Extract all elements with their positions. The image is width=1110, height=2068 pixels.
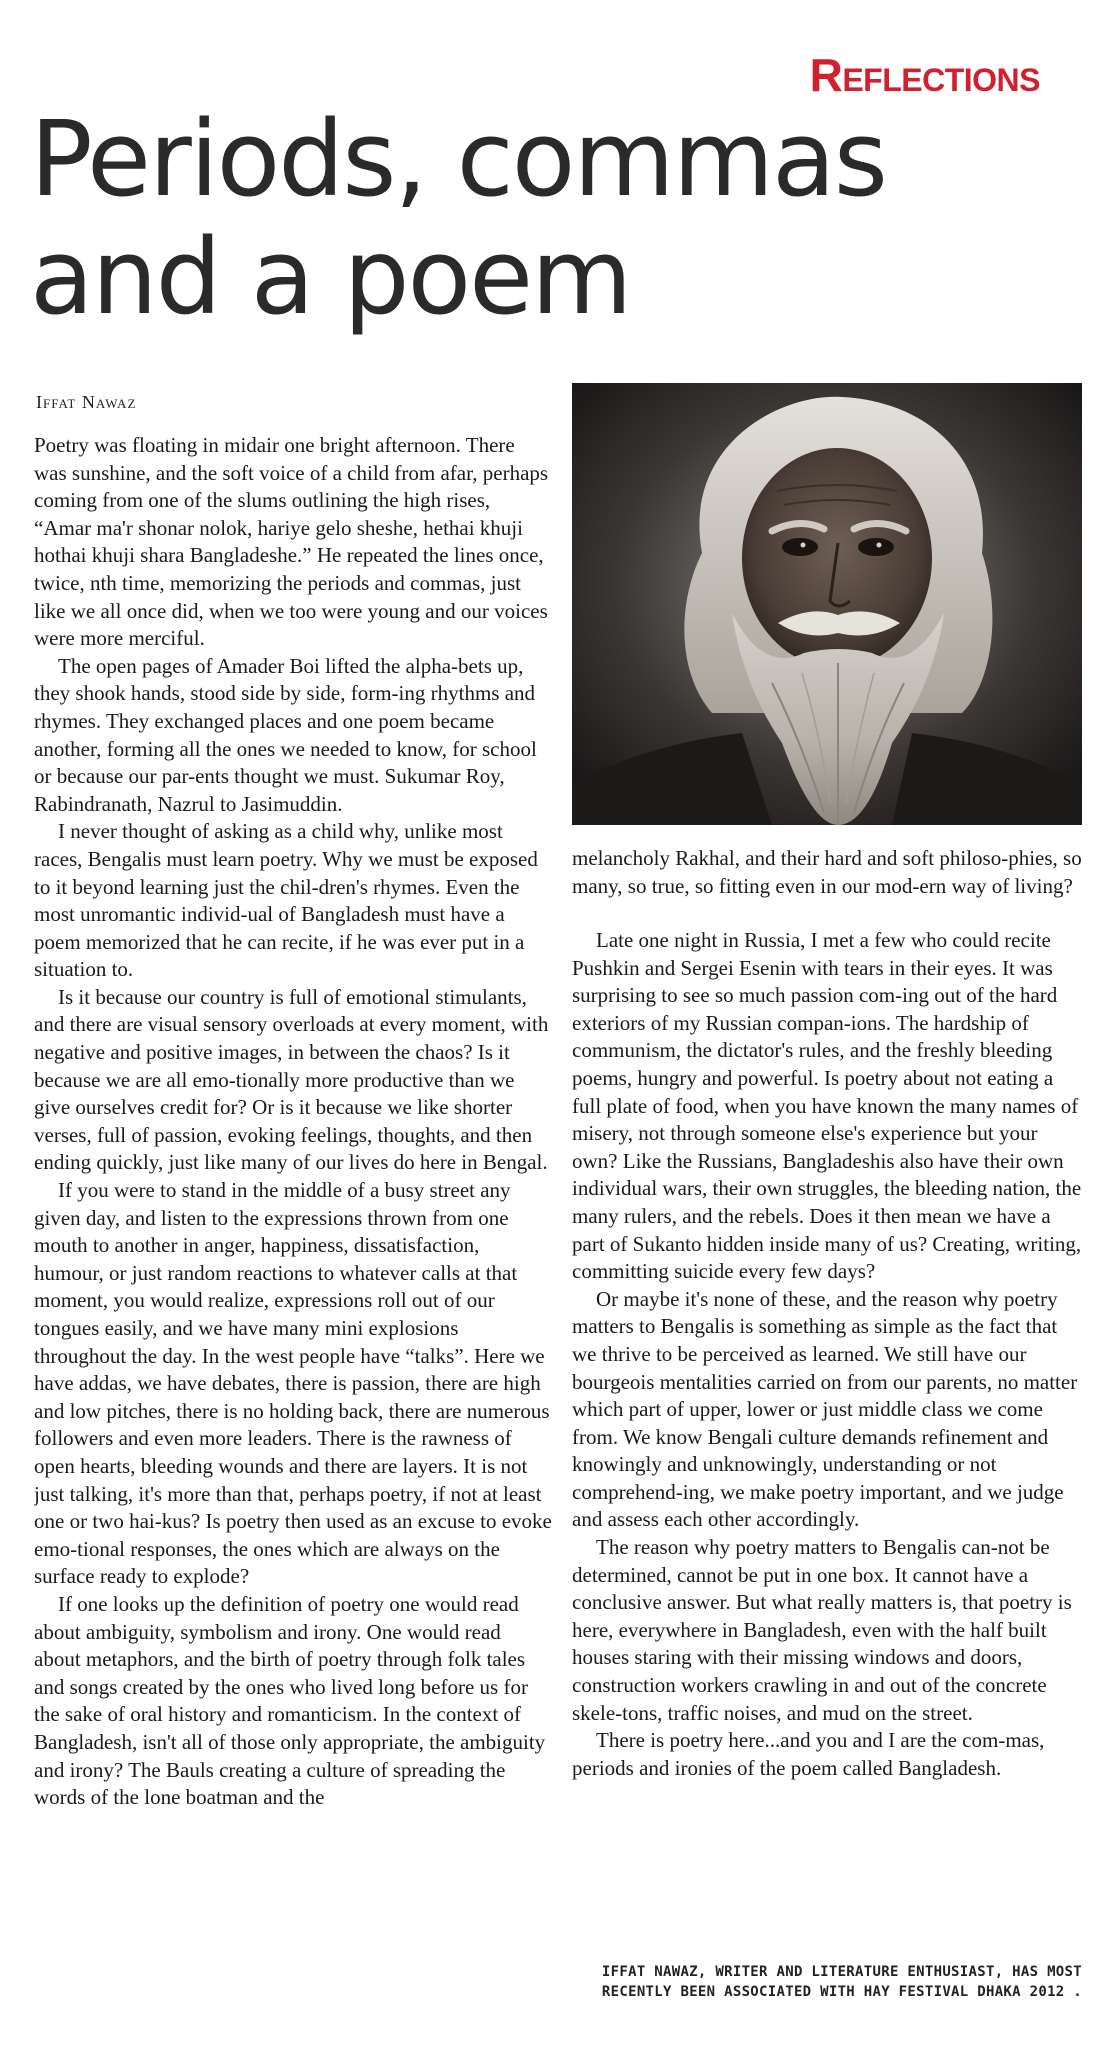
article-column-right <box>572 927 1084 1912</box>
paragraph: If one looks up the definition of poetry one would read about ambiguity, symbolism and irony. One would read about metaphors, and the birth of poetry through folk tales and songs created by the ones who lived long before us for the sake of oral history and romanticism. In the context of Bangladesh, isn't all of those only appropriate, the ambiguity and irony? The Bauls creating a culture of spreading the words of the lone boatman and the <box>34 1591 546 1810</box>
paragraph: Is it because our country is full of emotional stimulants, and there are visual sensory overloads at every moment, with negative and positive images, in between the chaos? Is it because we are all emo-tionally more productive than we give ourselves credit for? Or is it because we like shorter verses, full of passion, evoking feelings, thoughts, and then ending quickly, just like many of our lives do here in Bengal. <box>34 984 549 1175</box>
paragraph: The open pages of Amader Boi lifted the alpha-bets up, they shook hands, stood side by side, form-ing rhythms and rhymes. They exchanged places and one poem became another, forming all the ones we needed to know, for school or because our par-ents thought we must. Sukumar Roy, Rabindranath, Nazrul to Jasimuddin. <box>34 653 537 816</box>
paragraph: If you were to stand in the middle of a busy street any given day, and listen to the expressions thrown from one mouth to another in anger, happiness, dissatisfaction, humour, or just random reactions to whatever calls at that moment, you would realize, expressions roll out of our tongues easily, and we have many mini explosions throughout the day. In the west people have “talks”. Here we have addas, we have debates, there is passion, there are high and low pitches, there is no holding back, there are numerous followers and even more leaders. There is the rawness of open hearts, bleeding wounds and there are layers. It is not just talking, it's more than that, perhaps poetry, if not at least one or two hai-kus? Is poetry then used as an excuse to evoke emo-tional responses, the ones which are always on the surface ready to explode? <box>34 1178 552 1589</box>
paragraph: Or maybe it's none of these, and the reason why poetry matters to Bengalis is something as simple as the fact that we thrive to be perceived as learned. We still have our bourgeois mentalities carried on from our parents, no matter which part of upper, lower or just middle class we come from. We know Bengali culture demands refinement and knowingly and unknowingly, understanding or not comprehend-ing, we make poetry important, and we judge and assess each other accordingly. <box>572 1286 1078 1532</box>
paragraph: Late one night in Russia, I met a few who could recite Pushkin and Sergei Esenin with tears in their eyes. It was surprising to see so much passion com-ing out of the hard exteriors of my Russian compan-ions. The hardship of communism, the dictator's rules, and the freshly bleeding poems, hungry and powerful. Is poetry about not eating a full plate of food, when you have known the many names of misery, not through someone else's experience but your own? Like the Russians, Bangladeshis also have their own individual wars, their own struggles, the bleeding nation, the many rulers, and the rebels. Does it then mean we have a part of Sukanto hidden inside many of us? Creating, writing, committing suicide every few days? <box>572 928 1082 1284</box>
paragraph: melancholy Rakhal, and their hard and soft philoso-phies, so many, so true, so fitting even in our mod-ern way of living? <box>572 846 1082 898</box>
paragraph: I never thought of asking as a child why, unlike most races, Bengalis must learn poetry. Why we must be exposed to it beyond learning just the chil-dren's rhymes. Even the most unromantic individ-ual of Bangladesh must have a poem memorized that he can recite, if he was ever put in a situation to. <box>34 819 538 982</box>
paragraph: There is poetry here...and you and I are the com-mas, periods and ironies of the poem called Bangladesh. <box>572 1728 1045 1780</box>
article-column-right-continuation <box>572 845 1084 900</box>
paragraph: The reason why poetry matters to Bengalis can-not be determined, cannot be put in one box. It cannot have a conclusive answer. But what really matters is, that poetry is here, everywhere in Bangladesh, even with the half built houses staring with their missing windows and doors, construction workers crawling in and out of the concrete skele-tons, traffic noises, and mud on the street. <box>572 1535 1072 1725</box>
paragraph: Poetry was floating in midair one bright afternoon. There was sunshine, and the soft voice of a child from afar, perhaps coming from one of the slums outlining the high rises, “Amar ma'r shonar nolok, hariye gelo sheshe, hethai khuji hothai khuji shara Bangladeshe.” He repeated the lines once, twice, nth time, memorizing the periods and commas, just like we all once did, when we too were young and our voices were more merciful. <box>34 433 549 651</box>
headline: Periods, commas and a poem <box>30 98 886 338</box>
article-column-left <box>34 432 552 2052</box>
byline: Iffat Nawaz <box>36 392 137 412</box>
portrait-photo <box>572 383 1082 825</box>
author-bio: IFFAT NAWAZ, WRITER AND LITERATURE ENTHUSIAST, HAS MOST RECENTLY BEEN ASSOCIATED WITH HAY FESTIVAL DHAKA 2012 . <box>601 1964 1082 2000</box>
section-label: Reflections <box>809 49 1040 101</box>
